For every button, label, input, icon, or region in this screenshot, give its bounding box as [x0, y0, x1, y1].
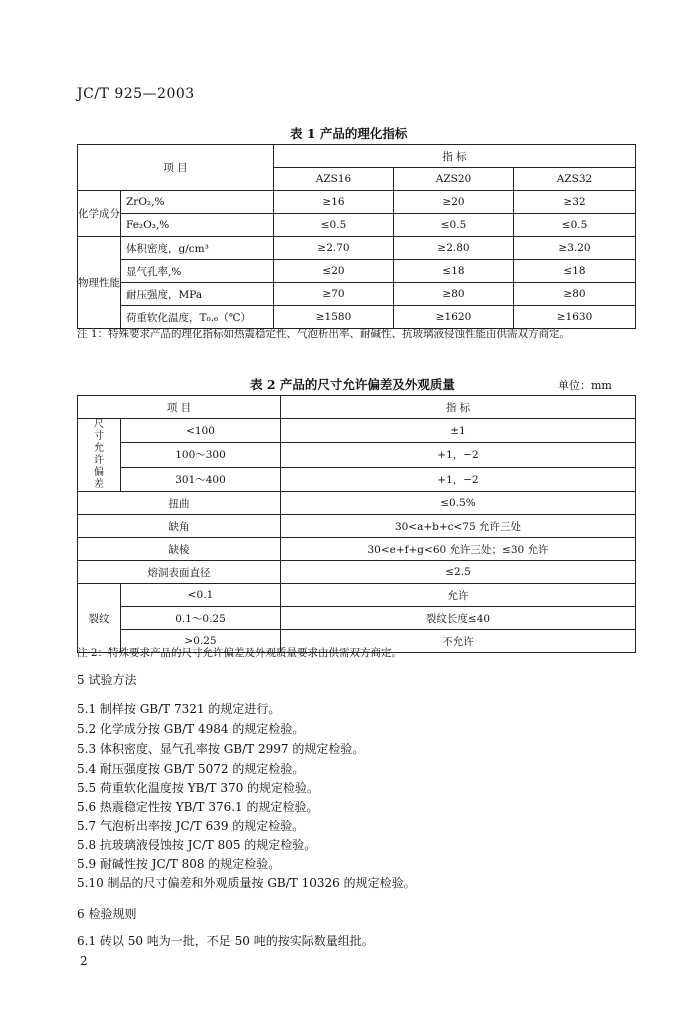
table2-group-size-label: 尺寸允许偏差	[94, 419, 104, 490]
section6-item: 6.1 砖以 50 吨为一批，不足 50 吨的按实际数量组批。	[77, 934, 374, 948]
table-row	[78, 191, 636, 214]
section5-item: 5.3 体积密度、显气孔率按 GB/T 2997 的规定检验。	[77, 742, 365, 756]
table1-cell: ≤0.5	[274, 214, 394, 237]
section5-item: 5.8 抗玻璃液侵蚀按 JC/T 805 的规定检验。	[77, 838, 317, 852]
table2-note: 注 2：特殊要求产品的尺寸允许偏差及外观质量要求由供需双方商定。	[77, 647, 403, 659]
table-row	[78, 214, 636, 237]
table1-cell: ≥80	[514, 283, 636, 306]
table-row	[78, 260, 636, 283]
table-row	[78, 419, 636, 443]
table1-row-label: ZrO₂,%	[121, 191, 274, 214]
table1-cell: ≥1630	[514, 306, 636, 329]
table2-row-label: <0.1	[121, 584, 281, 607]
section5-item: 5.9 耐碱性按 JC/T 808 的规定检验。	[77, 857, 281, 871]
section6-title: 6 检验规则	[77, 907, 137, 921]
table1-group-phys: 物理性能	[78, 237, 121, 329]
table-row	[78, 443, 636, 467]
table2-row-label: 0.1～0.25	[121, 607, 281, 630]
table1-cell: ≥2.70	[274, 237, 394, 260]
section5-item: 5.6 热震稳定性按 YB/T 376.1 的规定检验。	[77, 800, 319, 814]
table1-cell: ≥70	[274, 283, 394, 306]
table-row	[78, 584, 636, 607]
table2-row-label: 301～400	[121, 467, 281, 491]
table2-row-label: 扭曲	[78, 492, 281, 515]
table1-row-label: Fe₂O₃,%	[121, 214, 274, 237]
table1-cell: ≤0.5	[514, 214, 636, 237]
table1-head-index: 指 标	[274, 145, 636, 168]
table1-cell: ≥32	[514, 191, 636, 214]
table2-unit: 单位：mm	[558, 379, 612, 392]
table2-cell: 不允许	[281, 630, 636, 653]
section5-title: 5 试验方法	[77, 673, 137, 687]
table-row	[78, 561, 636, 584]
table1-row-label: 荷重软化温度，T₀.₆（℃）	[121, 306, 274, 329]
table2-group-size	[78, 419, 121, 492]
table1-cell: ≤20	[274, 260, 394, 283]
table1-cell: ≤18	[514, 260, 636, 283]
table2-caption: 表 2 产品的尺寸允许偏差及外观质量	[250, 377, 455, 392]
table2-row-label: >0.25	[121, 630, 281, 653]
table1-row-label: 体积密度，g/cm³	[121, 237, 274, 260]
table1-cell: ≥80	[394, 283, 514, 306]
table2-cell: ≤2.5	[281, 561, 636, 584]
section5-item: 5.10 制品的尺寸偏差和外观质量按 GB/T 10326 的规定检验。	[77, 876, 416, 890]
section5-item: 5.1 制样按 GB/T 7321 的规定进行。	[77, 702, 281, 716]
table1-note: 注 1：特殊要求产品的理化指标如热震稳定性、气泡析出率、耐碱性、抗玻璃液侵蚀性能由供需双方商定。	[77, 328, 571, 340]
table2-cell: +1，−2	[281, 467, 636, 491]
table2-cell: 30<a+b+c<75 允许三处	[281, 515, 636, 538]
table2-row-label: 100～300	[121, 443, 281, 467]
table2-cell: +1，−2	[281, 443, 636, 467]
table2-cell: ≤0.5%	[281, 492, 636, 515]
section5-item: 5.7 气泡析出率按 JC/T 639 的规定检验。	[77, 819, 305, 833]
table1-cell: ≥1620	[394, 306, 514, 329]
table2-cell: ±1	[281, 419, 636, 443]
table1-head-item: 项 目	[78, 145, 274, 191]
table-row	[78, 538, 636, 561]
table1-grade: AZS20	[394, 168, 514, 191]
table-row	[78, 607, 636, 630]
page-number: 2	[80, 954, 88, 968]
table2-row-label: <100	[121, 419, 281, 443]
table2	[77, 395, 636, 653]
table2-head-item: 项 目	[78, 396, 281, 419]
table1-cell: ≤18	[394, 260, 514, 283]
section5-item: 5.2 化学成分按 GB/T 4984 的规定检验。	[77, 722, 305, 736]
table-row	[78, 467, 636, 491]
table1-row-label: 显气孔率,%	[121, 260, 274, 283]
table1-row-label: 耐压强度，MPa	[121, 283, 274, 306]
table2-cell: 裂纹长度≤40	[281, 607, 636, 630]
table1-grade: AZS32	[514, 168, 636, 191]
table2-cell: 允许	[281, 584, 636, 607]
table1-cell: ≥20	[394, 191, 514, 214]
table2-group-crack: 裂纹	[78, 584, 121, 653]
table2-row-label: 熔洞表面直径	[78, 561, 281, 584]
table1-group-chem: 化学成分	[78, 191, 121, 237]
table1-cell: ≥16	[274, 191, 394, 214]
table1-cell: ≤0.5	[394, 214, 514, 237]
table2-cell: 30<e+f+g<60 允许三处；≤30 允许	[281, 538, 636, 561]
table2-row-label: 缺角	[78, 515, 281, 538]
table1-caption: 表 1 产品的理化指标	[290, 126, 408, 141]
table1-grade: AZS16	[274, 168, 394, 191]
document-header: JC/T 925—2003	[77, 86, 195, 102]
table-row	[78, 492, 636, 515]
table1-cell: ≥2.80	[394, 237, 514, 260]
section5-item: 5.4 耐压强度按 GB/T 5072 的规定检验。	[77, 762, 305, 776]
table2-head-index: 指 标	[281, 396, 636, 419]
table-row	[78, 237, 636, 260]
table-row	[78, 515, 636, 538]
table2-row-label: 缺棱	[78, 538, 281, 561]
table-row	[78, 283, 636, 306]
section5-item: 5.5 荷重软化温度按 YB/T 370 的规定检验。	[77, 781, 320, 795]
table1-cell: ≥1580	[274, 306, 394, 329]
table1-cell: ≥3.20	[514, 237, 636, 260]
table1	[77, 144, 636, 329]
